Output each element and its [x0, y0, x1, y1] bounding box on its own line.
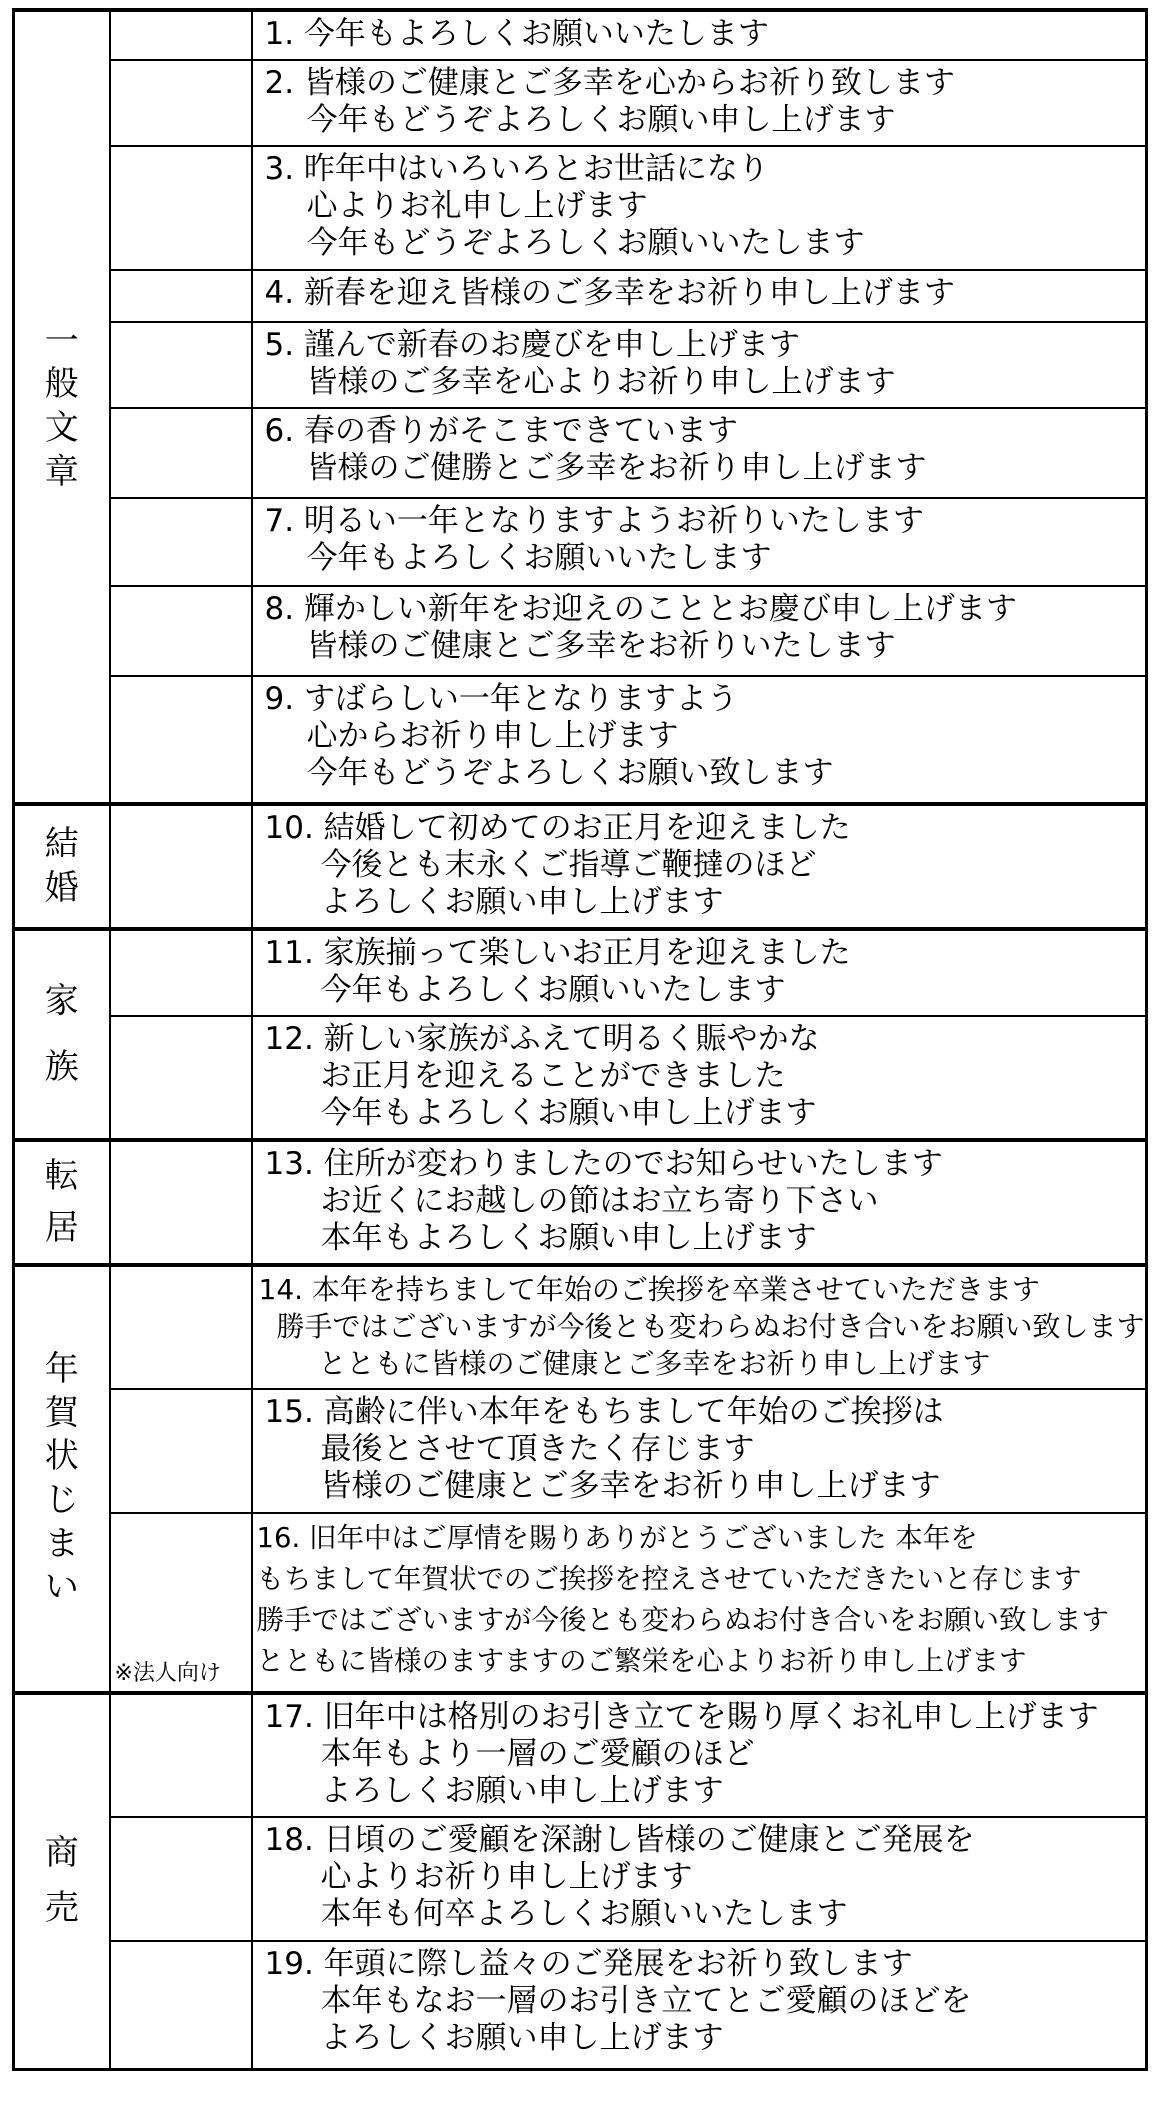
message-17	[252, 1693, 1147, 1817]
note-cell	[110, 146, 252, 270]
message-line: 勝手ではございますが今後とも変わらぬお付き合いをお願い致します	[276, 1310, 1145, 1343]
message-9	[252, 676, 1147, 804]
message-2	[252, 60, 1147, 146]
message-line: 14. 本年を持ちまして年始のご挨拶を卒業させていただきます	[258, 1273, 1040, 1306]
message-line: 2. 皆様のご健康とご多幸を心からお祈り致します	[264, 65, 955, 101]
message-line: 18. 日頃のご愛顧を深謝し皆様のご健康とご発展を	[264, 1822, 975, 1858]
message-15	[252, 1389, 1147, 1513]
category-char: 般	[44, 364, 79, 405]
category-char: 売	[44, 1888, 79, 1929]
message-16	[252, 1513, 1147, 1693]
message-line: 今年もどうぞよろしくお願い申し上げます	[306, 102, 896, 138]
message-line: 皆様のご健康とご多幸をお祈りいたします	[306, 628, 896, 664]
message-line: 本年も何卒よろしくお願いいたします	[320, 1896, 848, 1932]
message-10	[252, 804, 1147, 929]
category-char: 転	[44, 1155, 79, 1196]
message-7	[252, 498, 1147, 586]
note-cell	[110, 804, 252, 929]
message-line: 19. 年頭に際し益々のご発展をお祈り致します	[264, 1946, 913, 1982]
message-line: 心からお祈り申し上げます	[306, 718, 679, 754]
category-char: 年	[44, 1349, 79, 1390]
message-line: 4. 新春を迎え皆様のご多幸をお祈り申し上げます	[264, 275, 955, 311]
message-line: よろしくお願い申し上げます	[320, 2020, 724, 2056]
message-line: 7. 明るい一年となりますようお祈りいたします	[264, 503, 924, 539]
message-line: 本年もより一層のご愛顧のほど	[320, 1736, 755, 1772]
message-line: 皆様のご多幸を心よりお祈り申し上げます	[306, 364, 896, 400]
category-char: 一	[44, 320, 79, 361]
message-1	[252, 10, 1147, 60]
message-14	[252, 1265, 1147, 1389]
message-line: とともに皆様のますますのご繁栄を心よりお祈り申し上げます	[256, 1645, 1027, 1677]
note-cell	[110, 1016, 252, 1140]
message-line: 8. 輝かしい新年をお迎えのこととお慶び申し上げます	[264, 591, 1017, 627]
message-12	[252, 1016, 1147, 1140]
note-cell	[110, 1693, 252, 1817]
category-char: 結	[44, 823, 79, 864]
message-line: 本年もなお一層のお引き立てとご愛顧のほどを	[320, 1983, 972, 2019]
category-general	[14, 10, 110, 804]
note-cell	[110, 676, 252, 804]
note-cell	[110, 929, 252, 1016]
message-line: 心よりお祈り申し上げます	[320, 1859, 693, 1895]
message-line: お近くにお越しの節はお立ち寄り下さい	[320, 1183, 879, 1219]
note-cell	[110, 1389, 252, 1513]
message-6	[252, 408, 1147, 498]
category-family	[14, 929, 110, 1140]
category-business	[14, 1693, 110, 2069]
note-cell	[110, 498, 252, 586]
message-8	[252, 586, 1147, 676]
category-closing	[14, 1265, 110, 1693]
message-line: 今年もよろしくお願いいたします	[320, 972, 786, 1008]
note-cell	[110, 270, 252, 322]
greeting-message-table-sheet	[12, 8, 1148, 2094]
message-line: 13. 住所が変わりましたのでお知らせいたします	[264, 1146, 943, 1182]
category-char: ま	[44, 1523, 79, 1564]
category-moving	[14, 1140, 110, 1265]
category-char: 賀	[44, 1392, 79, 1433]
message-line: 勝手ではございますが今後とも変わらぬお付き合いをお願い致します	[256, 1604, 1109, 1636]
note-cell	[110, 586, 252, 676]
note-cell	[110, 322, 252, 408]
message-line: お正月を迎えることができました	[320, 1058, 786, 1094]
message-line: もちまして年賀状でのご挨拶を控えさせていただきたいと存じます	[256, 1563, 1082, 1595]
greeting-message-table	[12, 8, 1148, 2071]
category-char: 章	[44, 451, 79, 492]
message-line: 6. 春の香りがそこまできています	[264, 413, 738, 449]
category-char: 家	[44, 980, 79, 1021]
message-line: よろしくお願い申し上げます	[320, 884, 724, 920]
note-cell	[110, 60, 252, 146]
message-5	[252, 322, 1147, 408]
message-18	[252, 1817, 1147, 1941]
note-cell	[110, 10, 252, 60]
message-line: 16. 旧年中はご厚情を賜りありがとうございました 本年を	[256, 1522, 978, 1554]
category-marriage	[14, 804, 110, 929]
message-line: 心よりお礼申し上げます	[306, 188, 648, 224]
message-line: 9. すばらしい一年となりますよう	[264, 681, 738, 717]
message-line: 11. 家族揃って楽しいお正月を迎えました	[264, 935, 851, 971]
message-line: 今年もよろしくお願い申し上げます	[320, 1095, 817, 1131]
message-13	[252, 1140, 1147, 1265]
category-char: 族	[44, 1046, 79, 1087]
message-line: 15. 高齢に伴い本年をもちまして年始のご挨拶は	[264, 1394, 944, 1430]
category-char: じ	[44, 1480, 79, 1520]
message-11	[252, 929, 1147, 1016]
message-line: 本年もよろしくお願い申し上げます	[320, 1220, 817, 1256]
message-line: 3. 昨年中はいろいろとお世話になり	[264, 151, 769, 187]
message-4	[252, 270, 1147, 322]
note-corporate: ※法人向け	[110, 1513, 252, 1693]
message-line: 17. 旧年中は格別のお引き立てを賜り厚くお礼申し上げます	[264, 1699, 1099, 1735]
message-line: 皆様のご健康とご多幸をお祈り申し上げます	[320, 1468, 941, 1504]
category-char: 状	[44, 1436, 79, 1477]
category-char: い	[44, 1567, 79, 1608]
message-3	[252, 146, 1147, 270]
note-cell	[110, 1265, 252, 1389]
message-line: とともに皆様のご健康とご多幸をお祈り申し上げます	[318, 1347, 991, 1380]
message-line: 今年もどうぞよろしくお願いいたします	[306, 225, 865, 261]
note-cell	[110, 1941, 252, 2069]
category-char: 居	[44, 1207, 79, 1248]
message-19	[252, 1941, 1147, 2069]
message-line: 5. 謹んで新春のお慶びを申し上げます	[264, 327, 800, 363]
message-line: 1. 今年もよろしくお願いいたします	[264, 16, 769, 52]
message-line: 今後とも末永くご指導ご鞭撻のほど	[320, 847, 817, 883]
message-line: 最後とさせて頂きたく存じます	[320, 1431, 755, 1467]
category-char: 商	[44, 1832, 79, 1873]
category-char: 婚	[44, 867, 79, 908]
message-line: よろしくお願い申し上げます	[320, 1773, 724, 1809]
message-line: 今年もどうぞよろしくお願い致します	[306, 755, 834, 791]
category-char: 文	[44, 408, 79, 448]
message-line: 今年もよろしくお願いいたします	[306, 540, 772, 576]
note-cell	[110, 1817, 252, 1941]
note-cell	[110, 1140, 252, 1265]
message-line: 皆様のご健勝とご多幸をお祈り申し上げます	[306, 450, 927, 486]
message-line: 10. 結婚して初めてのお正月を迎えました	[264, 810, 851, 846]
note-cell	[110, 408, 252, 498]
message-line: 12. 新しい家族がふえて明るく賑やかな	[264, 1021, 820, 1057]
